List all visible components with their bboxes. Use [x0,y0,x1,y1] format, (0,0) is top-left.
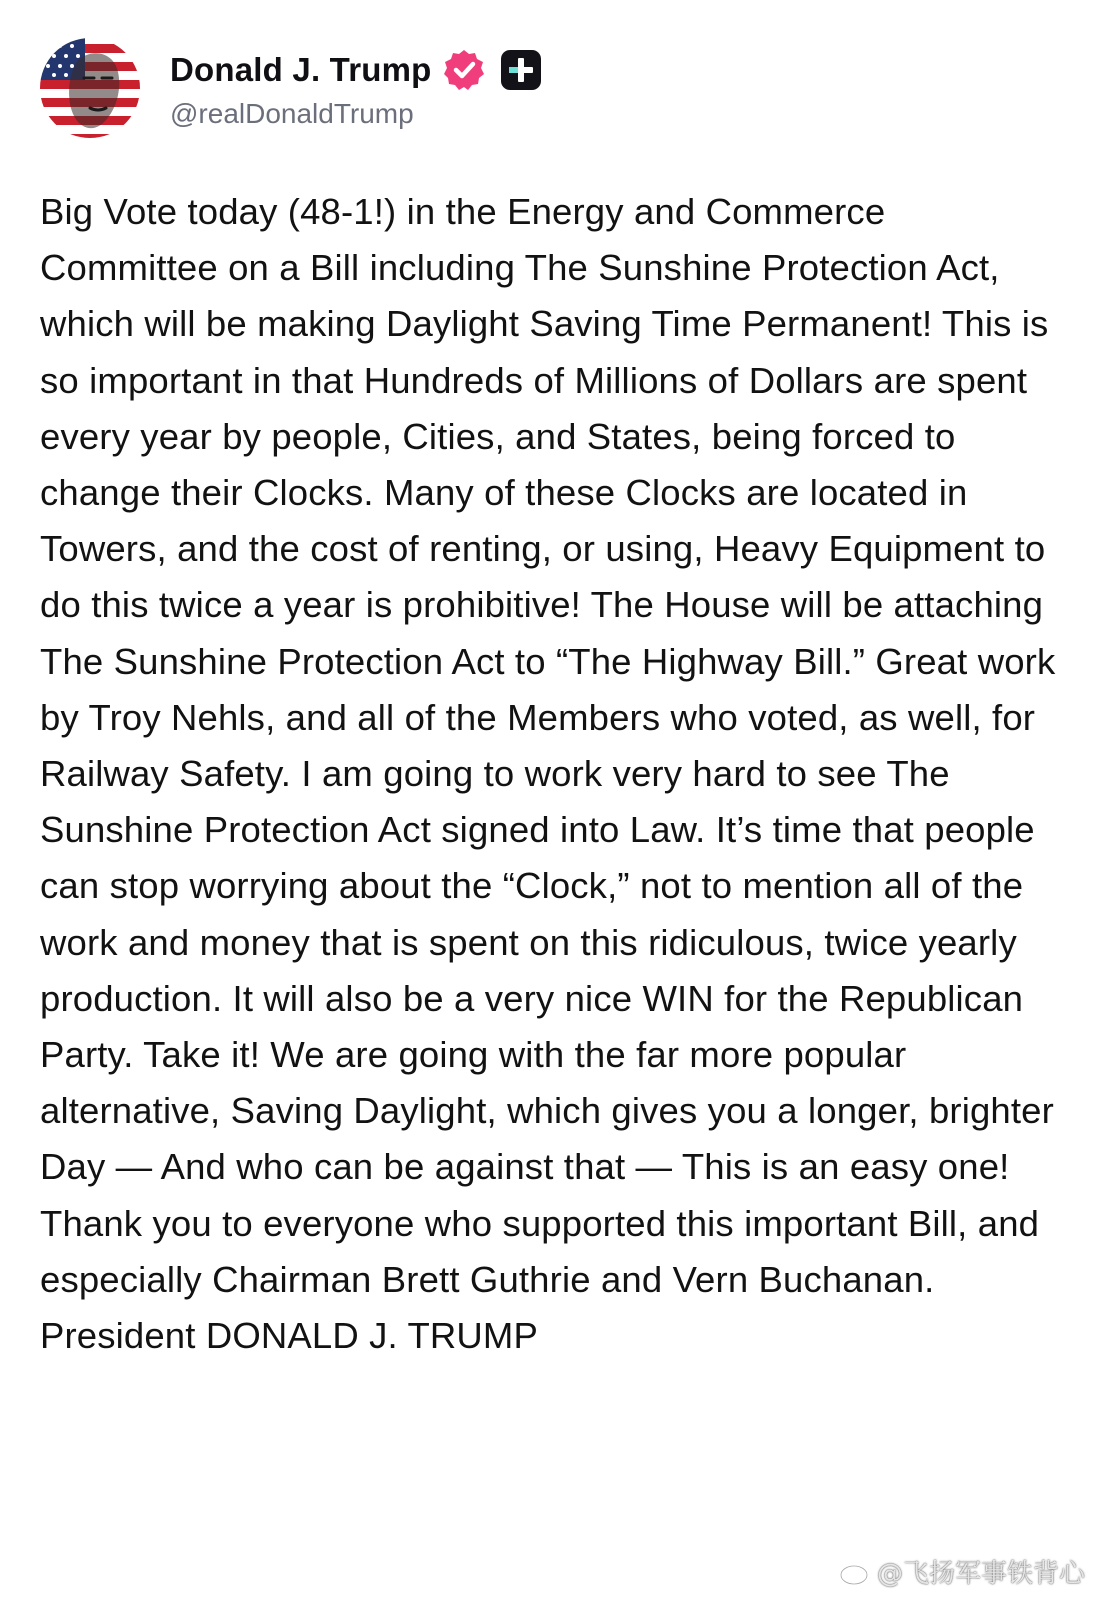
follow-plus-icon[interactable] [500,49,542,91]
verified-badge-icon [442,48,486,92]
avatar[interactable] [40,38,140,138]
watermark-text: @飞扬军事铁背心 [876,1559,1085,1589]
flag-portrait-avatar-icon [40,38,140,138]
post-header [40,38,542,138]
display-name[interactable]: Donald J. Trump [170,51,432,88]
watermark [839,1553,1085,1590]
post-text: Big Vote today (48-1!) in the Energy and Commerce Committee on a Bill including The Sunshine Protection Act, which will be making Daylight Saving Time Permanent! This is so important in that Hundreds of Millions of Dollars are spent every year by people, Cities, and States, being forced to change their Clocks. Many of these Clocks are located in Towers, and the cost of renting, or using, Heavy Equipment to do this twice a year is prohibitive! The House will be attaching The Sunshine Protection Act to “The Highway Bill.” Great work by Troy Nehls, and all of the Members who voted, as well, for Railway Safety. I am going to work very hard to see The Sunshine Protection Act signed into Law. It’s time that people can stop worrying about the “Clock,” not to mention all of the work and money that is spent on this ridiculous, twice yearly production. It will also be a very nice WIN for the Republican Party. Take it! We are going with the far more popular alternative, Saving Daylight, which gives you a longer, brighter Day — And who can be against that — This is an easy one! Thank you to everyone who supported this important Bill, and especially Chairman Brett Guthrie and Vern Buchanan. President DONALD J. TRUMP [40,191,1056,1357]
name-row [170,46,542,94]
weibo-logo-icon [839,1558,873,1586]
author-names [170,46,542,130]
author-handle[interactable]: @realDonaldTrump [170,98,414,129]
